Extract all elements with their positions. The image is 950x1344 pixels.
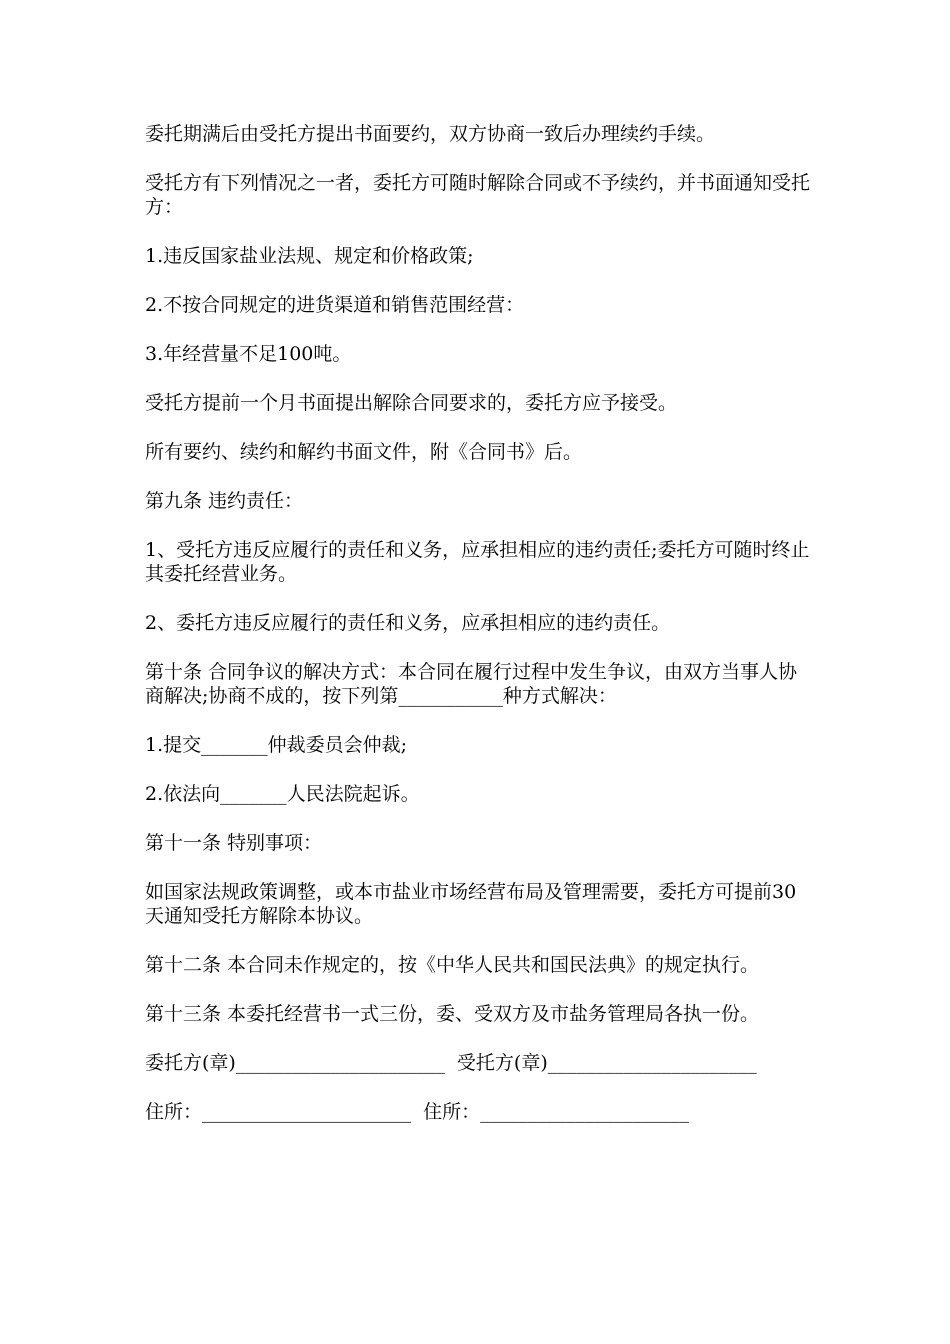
article-9-item-2: 2、委托方违反应履行的责任和义务，应承担相应的违约责任。 xyxy=(145,612,671,634)
signature-line-seals: 委托方(章)______________________ 受托方(章)______________________ xyxy=(145,1052,757,1074)
article-11-body: 如国家法规政策调整，或本市盐业市场经营布局及管理需要，委托方可提前30天通知受托方解除本协议。 xyxy=(145,881,797,927)
article-9-item-1: 1、受托方违反应履行的责任和义务，应承担相应的违约责任;委托方可随时终止其委托经营业务。 xyxy=(145,539,810,585)
signature-line-address: 住所：______________________ 住所：______________________ xyxy=(145,1101,690,1123)
article-10-option-1: 1.提交_______仲裁委员会仲裁; xyxy=(145,734,408,756)
paragraph-early-termination: 受托方提前一个月书面提出解除合同要求的，委托方应予接受。 xyxy=(145,392,678,414)
article-9-heading: 第九条 违约责任： xyxy=(145,490,304,512)
article-13: 第十三条 本委托经营书一式三份，委、受双方及市盐务管理局各执一份。 xyxy=(145,1003,760,1025)
article-10-option-2: 2.依法向_______人民法院起诉。 xyxy=(145,783,420,805)
list-item-condition-3: 3.年经营量不足100吨。 xyxy=(145,343,352,365)
article-12: 第十二条 本合同未作规定的，按《中华人民共和国民法典》的规定执行。 xyxy=(145,954,760,976)
list-item-condition-1: 1.违反国家盐业法规、规定和价格政策; xyxy=(145,245,474,267)
article-10-dispute: 第十条 合同争议的解决方式：本合同在履行过程中发生争议，由双方当事人协商解决;协商不成的，按下列第___________种方式解决： xyxy=(145,661,798,707)
paragraph-documents: 所有要约、续约和解约书面文件，附《合同书》后。 xyxy=(145,441,583,463)
paragraph-termination-conditions: 受托方有下列情况之一者，委托方可随时解除合同或不予续约，并书面通知受托方： xyxy=(145,172,811,218)
article-11-heading: 第十一条 特别事项： xyxy=(145,832,323,854)
paragraph-renewal: 委托期满后由受托方提出书面要约，双方协商一致后办理续约手续。 xyxy=(145,123,716,145)
document-page xyxy=(145,122,810,1149)
list-item-condition-2: 2.不按合同规定的进货渠道和销售范围经营： xyxy=(145,294,525,316)
